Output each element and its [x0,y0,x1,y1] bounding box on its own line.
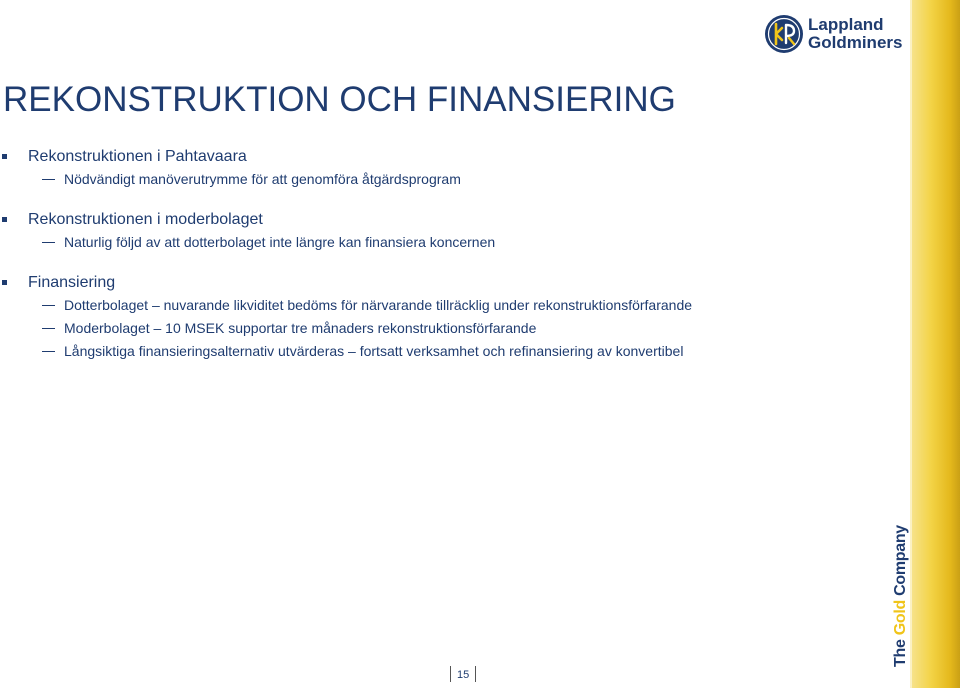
logo-line-1: Lappland [808,15,884,34]
gold-side-bar [912,0,960,688]
bullet-item [0,272,900,294]
sub-bullet-text: Långsiktiga finansieringsalternativ utvärderas – fortsatt verksamhet och refinansiering av konvertibel [64,343,684,359]
logo-wordmark [808,16,902,52]
bullet-item [0,146,900,168]
sub-bullet-item [0,317,900,340]
page-number: 15 [450,666,476,682]
section-moderbolaget [0,209,900,254]
slide-title: REKONSTRUKTION OCH FINANSIERING [3,80,676,119]
square-bullet-icon [2,154,7,159]
sub-bullet-text: Moderbolaget – 10 MSEK supportar tre månaders rekonstruktionsförfarande [64,320,537,336]
logo-line-2: Goldminers [808,33,903,52]
sub-bullet-text: Nödvändigt manöverutrymme för att genomföra åtgärdsprogram [64,171,461,187]
square-bullet-icon [2,280,7,285]
logo-emblem-icon [764,14,804,54]
sub-bullet-text: Dotterbolaget – nuvarande likviditet bedöms för närvarande tillräcklig under rekonstruktionsförfarande [64,297,693,313]
bullet-heading: Rekonstruktionen i moderbolaget [28,211,263,228]
section-finansiering [0,272,900,363]
bullet-item [0,209,900,231]
dash-bullet-icon [42,242,55,243]
tagline-part-gold: Gold [892,600,909,636]
tagline-part-3: Company [892,525,909,601]
dash-bullet-icon [42,179,55,180]
sub-bullet-item [0,168,900,191]
tagline-part-1: The [892,635,909,667]
tagline-text [891,525,911,667]
bullet-heading: Rekonstruktionen i Pahtavaara [28,148,247,165]
square-bullet-icon [2,217,7,222]
dash-bullet-icon [42,328,55,329]
bullet-list [0,146,900,363]
section-pahtavaara [0,146,900,191]
sub-bullet-item [0,340,900,363]
bullet-heading: Finansiering [28,274,116,291]
tagline-vertical [891,525,913,667]
dash-bullet-icon [42,305,55,306]
sub-bullet-item [0,231,900,254]
sub-bullet-item [0,294,900,317]
sub-bullet-text: Naturlig följd av att dotterbolaget inte längre kan finansiera koncernen [64,234,496,250]
dash-bullet-icon [42,351,55,352]
company-logo [764,12,914,58]
